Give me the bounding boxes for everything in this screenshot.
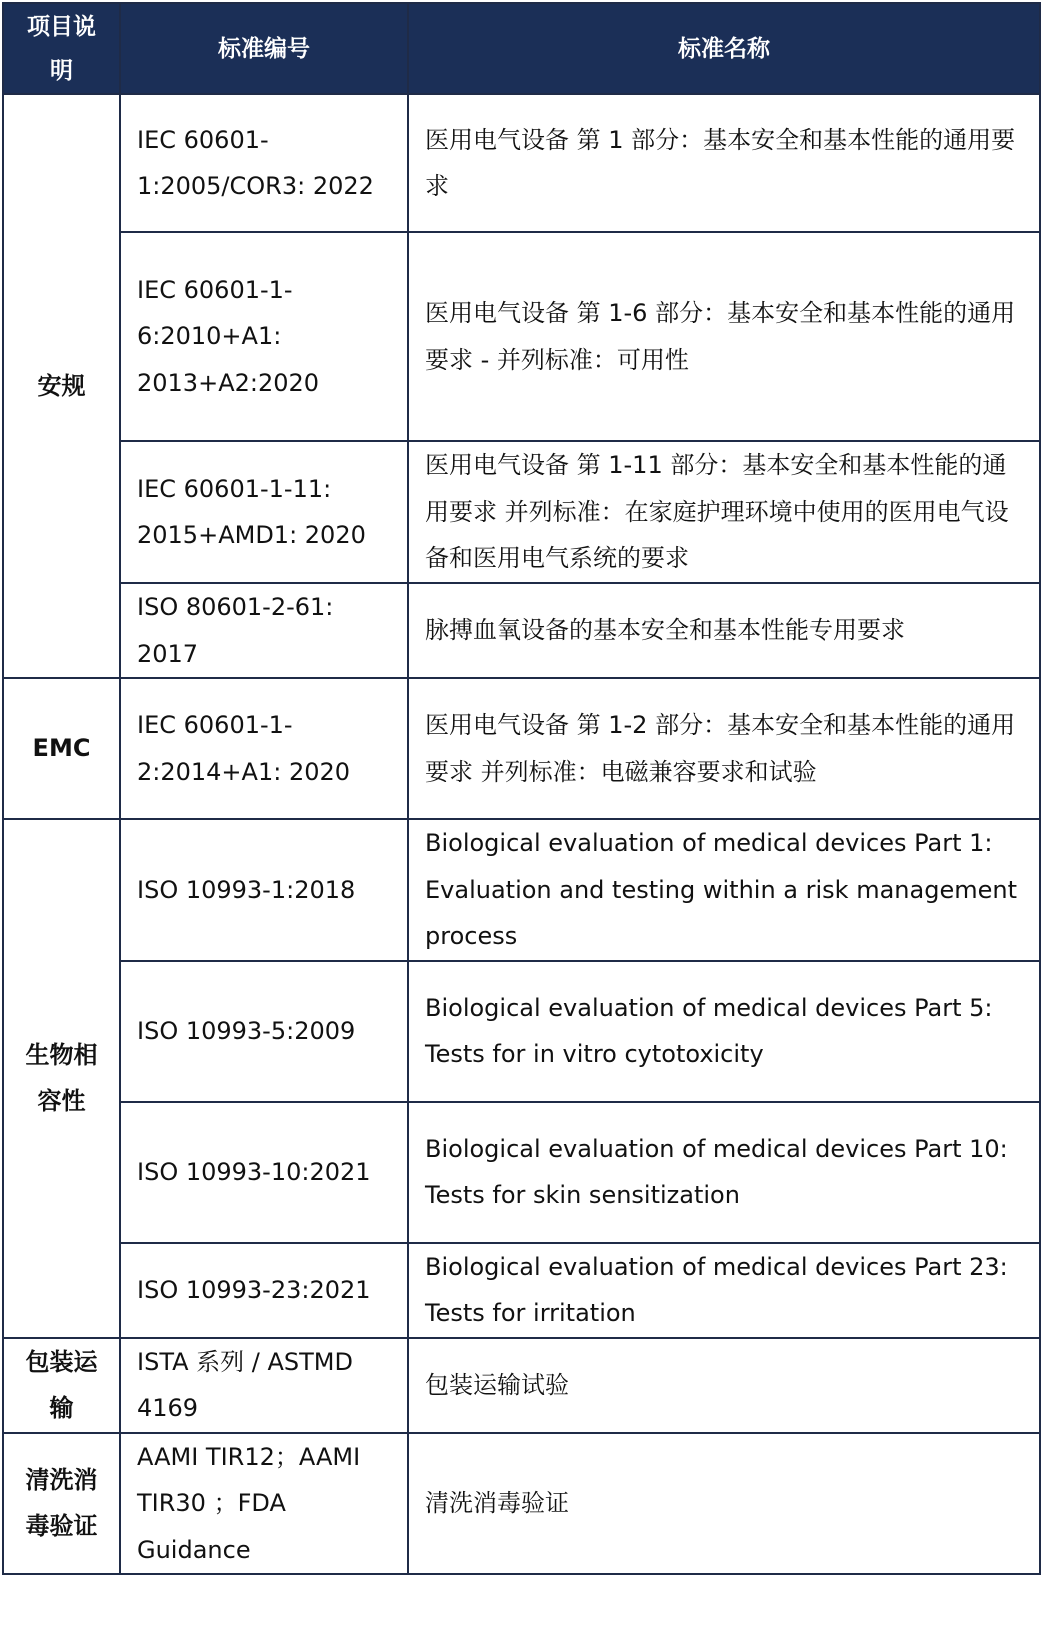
- table-row: [3, 583, 1040, 678]
- name-cell: 脉搏血氧设备的基本安全和基本性能专用要求: [408, 583, 1040, 678]
- code-cell: ISO 10993-23:2021: [120, 1243, 408, 1338]
- table-row: [3, 232, 1040, 441]
- table-row: [3, 441, 1040, 583]
- table-row: [3, 1243, 1040, 1338]
- code-cell: ISO 10993-10:2021: [120, 1102, 408, 1243]
- name-cell: Biological evaluation of medical devices Part 1: Evaluation and testing within a risk management process: [408, 819, 1040, 961]
- code-cell: ISO 10993-5:2009: [120, 961, 408, 1102]
- category-cell-emc: EMC: [3, 678, 120, 819]
- table-row: [3, 819, 1040, 961]
- header-category: 项目说明: [3, 3, 120, 94]
- code-cell: ISTA 系列 / ASTMD 4169: [120, 1338, 408, 1433]
- category-cell-packaging: 包装运输: [3, 1338, 120, 1433]
- category-cell-cleaning: 清洗消毒验证: [3, 1433, 120, 1575]
- table-row: [3, 94, 1040, 232]
- name-cell: Biological evaluation of medical devices Part 5: Tests for in vitro cytotoxicity: [408, 961, 1040, 1102]
- code-cell: IEC 60601-1-11: 2015+AMD1: 2020: [120, 441, 408, 583]
- table-row: [3, 1338, 1040, 1433]
- code-cell: IEC 60601-1-6:2010+A1: 2013+A2:2020: [120, 232, 408, 441]
- table-header: [3, 3, 1040, 94]
- table-row: [3, 961, 1040, 1102]
- table-row: [3, 678, 1040, 819]
- name-cell: 包装运输试验: [408, 1338, 1040, 1433]
- standards-table: [2, 2, 1041, 1575]
- category-cell-biocompatibility: 生物相容性: [3, 819, 120, 1338]
- code-cell: IEC 60601-1-2:2014+A1: 2020: [120, 678, 408, 819]
- name-cell: Biological evaluation of medical devices Part 10: Tests for skin sensitization: [408, 1102, 1040, 1243]
- name-cell: Biological evaluation of medical devices Part 23: Tests for irritation: [408, 1243, 1040, 1338]
- code-cell: AAMI TIR12；AAMI TIR30 ；FDA Guidance: [120, 1433, 408, 1575]
- name-cell: 医用电气设备 第 1-6 部分：基本安全和基本性能的通用要求 - 并列标准：可用性: [408, 232, 1040, 441]
- name-cell: 医用电气设备 第 1-11 部分：基本安全和基本性能的通用要求 并列标准：在家庭护理环境中使用的医用电气设备和医用电气系统的要求: [408, 441, 1040, 583]
- code-cell: ISO 80601-2-61: 2017: [120, 583, 408, 678]
- category-cell-safety: 安规: [3, 94, 120, 678]
- header-name: 标准名称: [408, 3, 1040, 94]
- code-cell: ISO 10993-1:2018: [120, 819, 408, 961]
- code-cell: IEC 60601-1:2005/COR3: 2022: [120, 94, 408, 232]
- name-cell: 医用电气设备 第 1-2 部分：基本安全和基本性能的通用要求 并列标准：电磁兼容要求和试验: [408, 678, 1040, 819]
- header-code: 标准编号: [120, 3, 408, 94]
- table-row: [3, 1433, 1040, 1575]
- table-row: [3, 1102, 1040, 1243]
- name-cell: 清洗消毒验证: [408, 1433, 1040, 1575]
- name-cell: 医用电气设备 第 1 部分：基本安全和基本性能的通用要求: [408, 94, 1040, 232]
